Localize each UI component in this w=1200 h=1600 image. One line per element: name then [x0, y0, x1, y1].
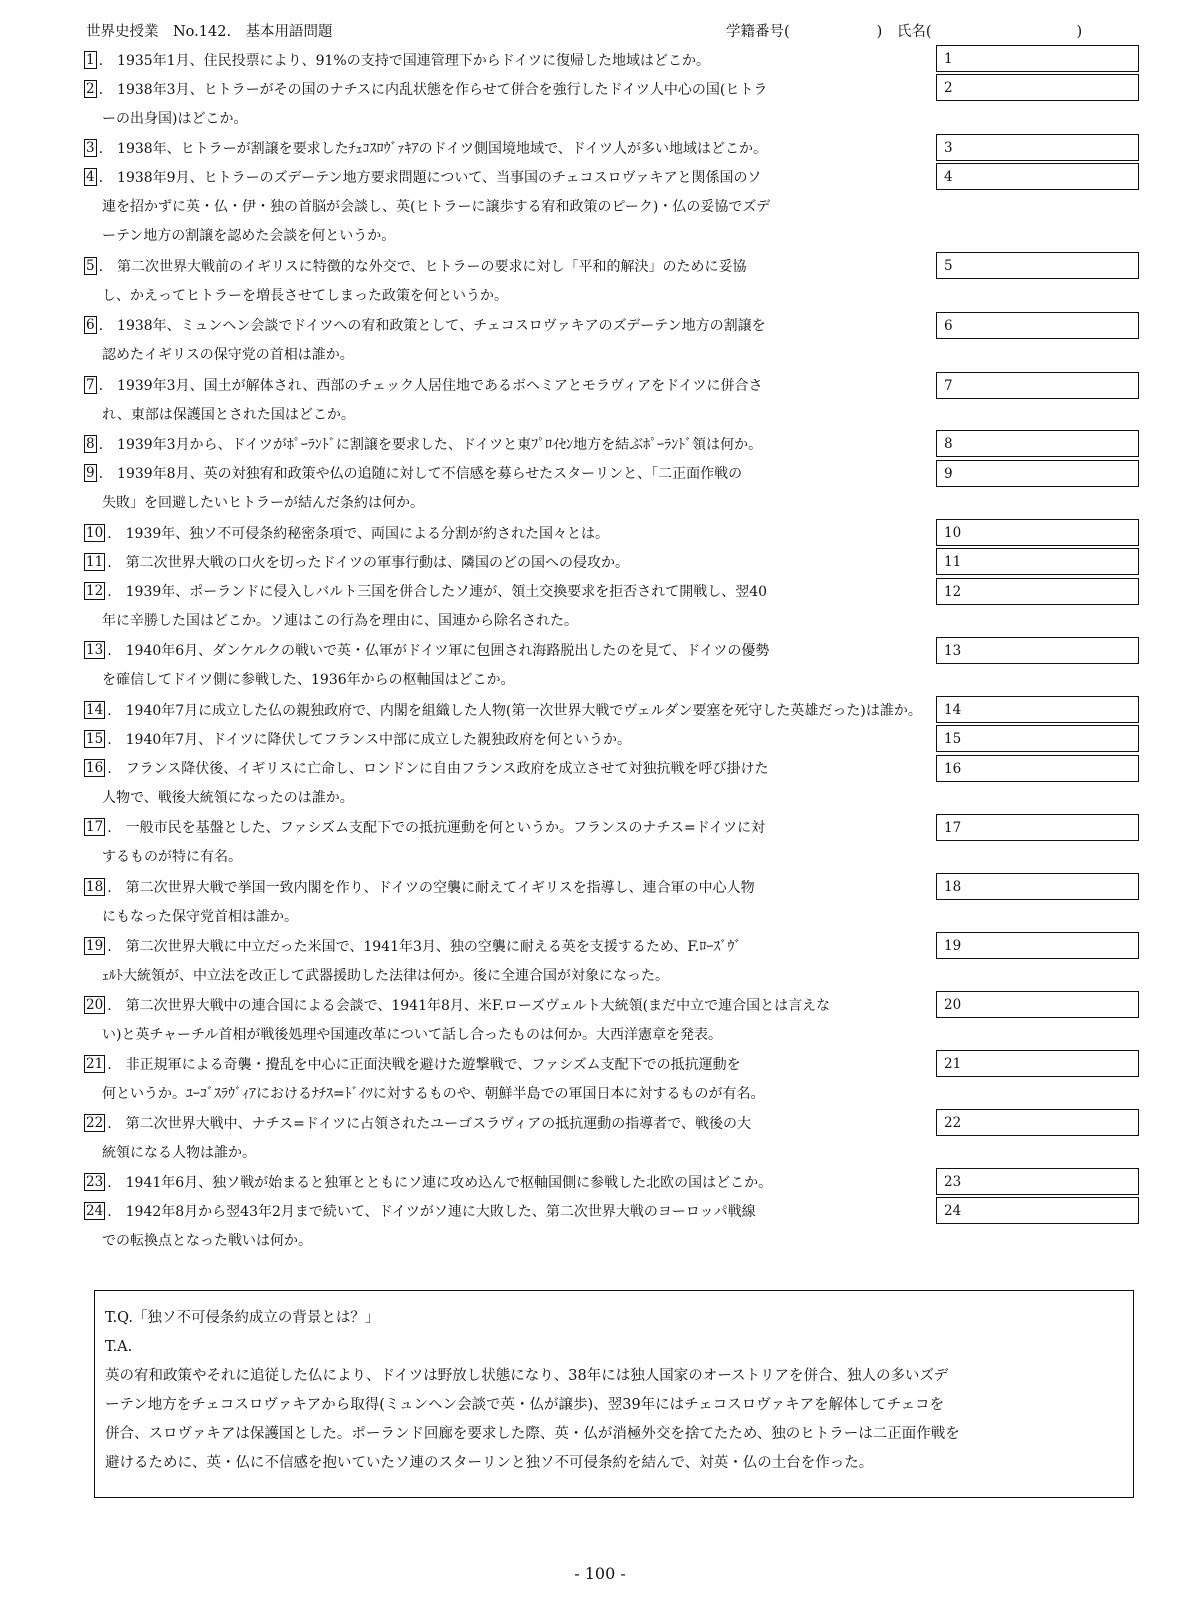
- question-text-line: 8 . 1939年3月から、ドイツがﾎﾟｰﾗﾝﾄﾞに割譲を要求した、ドイツと東ﾌﾟﾛｲｾﾝ地方を結ぶﾎﾟｰﾗﾝﾄﾞ領は何か。: [86, 436, 763, 453]
- question-text: 1939年3月から、ドイツがﾎﾟｰﾗﾝﾄﾞに割譲を要求した、ドイツと東ﾌﾟﾛｲｾﾝ地方を結ぶﾎﾟｰﾗﾝﾄﾞ領は何か。: [117, 437, 763, 453]
- answer-field[interactable]: 3: [936, 134, 1139, 161]
- question-text: 何というか。ﾕｰｺﾞｽﾗｳﾞｨｱにおけるﾅﾁｽ=ﾄﾞｲﾂに対するものや、朝鮮半島での軍国日本に対するものが有名。: [102, 1086, 765, 1103]
- question-number: 19: [86, 938, 104, 954]
- question-item: [84, 578, 934, 636]
- question-text-line: 17 . 一般市民を基盤とした、ファシズム支配下での抵抗運動を何というか。フランスのナチス=ドイツに対: [86, 819, 765, 836]
- answer-field[interactable]: 20: [936, 991, 1139, 1018]
- ta-label: T.A.: [105, 1339, 133, 1355]
- question-number: 11: [86, 554, 104, 570]
- tq-ta-box: [94, 1290, 1134, 1498]
- question-text: 第二次世界大戦中、ナチス=ドイツに占領されたユーゴスラヴィアの抵抗運動の指導者で、戦後の大: [125, 1116, 751, 1132]
- question-text-line: [84, 843, 934, 872]
- question-text-line: 1 . 1935年1月、住民投票により、91%の支持で国連管理下からドイツに復帰した地域はどこか。: [86, 52, 710, 69]
- question-number: 3: [86, 140, 95, 156]
- ta-line: 英の宥和政策やそれに追従した仏により、ドイツは野放し状態になり、38年には独人国家のオーストリアを併合、独人の多いズデ: [105, 1368, 949, 1384]
- answer-field[interactable]: 12: [936, 578, 1139, 605]
- question-number: 8: [86, 436, 95, 452]
- question-text: 第二次世界大戦前のイギリスに特徴的な外交で、ヒトラーの要求に対し「平和的解決」のために妥協: [117, 259, 747, 275]
- question-text: にもなった保守党首相は誰か。: [102, 909, 298, 926]
- question-text-line: [84, 401, 934, 430]
- question-text-line: 22 . 第二次世界大戦中、ナチス=ドイツに占領されたユーゴスラヴィアの抵抗運動の指導者で、戦後の大: [86, 1115, 751, 1132]
- answer-field[interactable]: 16: [936, 755, 1139, 782]
- question-item: [84, 874, 934, 932]
- ta-line: 避けるために、英・仏に不信感を抱いていたソ連のスターリンと独ソ不可侵条約を結んで、対英・仏の土台を作った。: [105, 1455, 874, 1471]
- question-item: [84, 76, 934, 134]
- question-text-line: [84, 1021, 934, 1050]
- answer-field[interactable]: 11: [936, 548, 1139, 575]
- question-number: 13: [86, 642, 104, 658]
- question-text-line: [84, 105, 934, 134]
- question-text-line: 18 . 第二次世界大戦で挙国一致内閣を作り、ドイツの空襲に耐えてイギリスを指導し、連合軍の中心人物: [86, 879, 755, 896]
- question-text-line: [84, 607, 934, 636]
- answer-field[interactable]: 6: [936, 312, 1139, 339]
- question-text: 1940年6月、ダンケルクの戦いで英・仏軍がドイツ軍に包囲され海路脱出したのを見て、ドイツの優勢: [125, 643, 770, 659]
- worksheet-title: 世界史授業 No.142. 基本用語問題: [86, 24, 333, 40]
- question-text: 1935年1月、住民投票により、91%の支持で国連管理下からドイツに復帰した地域はどこか。: [117, 53, 710, 69]
- question-text-line: 13 . 1940年6月、ダンケルクの戦いで英・仏軍がドイツ軍に包囲され海路脱出したのを見て、ドイツの優勢: [86, 642, 770, 659]
- question-text-line: [84, 903, 934, 932]
- question-text-line: 21 . 非正規軍による奇襲・攪乱を中心に正面決戦を避けた遊撃戦で、ファシズム支配下での抵抗運動を: [86, 1056, 741, 1073]
- question-text-line: [84, 1080, 934, 1109]
- question-text-line: 7 . 1939年3月、国土が解体され、西部のチェック人居住地であるボヘミアとモラヴィアをドイツに併合さ: [86, 377, 763, 394]
- question-text: を確信してドイツ側に参戦した、1936年からの枢軸国はどこか。: [102, 672, 515, 689]
- question-text: 非正規軍による奇襲・攪乱を中心に正面決戦を避けた遊撃戦で、ファシズム支配下での抵抗運動を: [125, 1057, 741, 1073]
- question-number: 21: [86, 1056, 104, 1072]
- question-text-line: [84, 1139, 934, 1168]
- question-item: [84, 549, 934, 578]
- question-text: 1942年8月から翌43年2月まで続いて、ドイツがソ連に大敗した、第二次世界大戦のヨーロッパ戦線: [125, 1204, 756, 1220]
- question-text: 年に辛勝した国はどこか。ソ連はこの行為を理由に、国連から除名された。: [102, 613, 578, 630]
- question-text: 1939年、ポーランドに侵入しバルト三国を併合したソ連が、領土交換要求を拒否されて開戦し、翌40: [125, 584, 768, 600]
- question-text-line: [84, 666, 934, 695]
- answer-field[interactable]: 4: [936, 163, 1139, 190]
- question-item: [84, 460, 934, 518]
- question-item: [84, 755, 934, 813]
- question-text-line: 24 . 1942年8月から翌43年2月まで続いて、ドイツがソ連に大敗した、第二次世界大戦のヨーロッパ戦線: [86, 1203, 756, 1220]
- question-text: での転換点となった戦いは何か。: [102, 1233, 312, 1250]
- question-text: 第二次世界大戦に中立だった米国で、1941年3月、独の空襲に耐える英を支援するため、F.ﾛｰｽﾞｳﾞ: [125, 939, 742, 955]
- question-text: い)と英チャーチル首相が戦後処理や国連改革について話し合ったものは何か。大西洋憲章を発表。: [102, 1027, 723, 1044]
- question-item: [84, 164, 934, 252]
- question-text-line: [84, 489, 934, 518]
- tq-question: T.Q.「独ソ不可侵条約成立の背景とは？」: [105, 1310, 380, 1326]
- question-number: 24: [86, 1203, 104, 1219]
- question-text-line: [84, 282, 934, 311]
- student-id-name-line: 学籍番号( ) 氏名( ): [726, 24, 1083, 40]
- ta-line: ーテン地方をチェコスロヴァキアから取得(ミュンヘン会談で英・仏が譲歩)、翌39年にはチェコスロヴァキアを解体してチェコを: [105, 1397, 945, 1413]
- question-item: [84, 814, 934, 872]
- question-text: 1938年、ヒトラーが割譲を要求したﾁｪｺｽﾛｳﾞｧｷｱのドイツ側国境地域で、ドイツ人が多い地域はどこか。: [117, 141, 767, 157]
- question-number: 2: [86, 81, 95, 97]
- question-text-line: [84, 341, 934, 370]
- question-number: 22: [86, 1115, 104, 1131]
- question-text-line: [84, 962, 934, 991]
- question-number: 10: [86, 525, 104, 541]
- question-item: [84, 726, 934, 755]
- question-text: 失敗」を回避したいヒトラーが結んだ条約は何か。: [102, 495, 424, 512]
- question-item: [84, 1051, 934, 1109]
- question-item: [84, 431, 934, 460]
- question-number: 6: [86, 317, 95, 333]
- question-item: [84, 1169, 934, 1198]
- question-text: 連を招かずに英・仏・伊・独の首脳が会談し、英(ヒトラーに譲歩する宥和政策のピーク)・仏の妥協でズデ: [102, 199, 771, 216]
- question-text: 第二次世界大戦中の連合国による会談で、1941年8月、米F.ローズヴェルト大統領(まだ中立で連合国とは言えな: [125, 998, 831, 1014]
- question-text-line: 20 . 第二次世界大戦中の連合国による会談で、1941年8月、米F.ローズヴェルト大統領(まだ中立で連合国とは言えな: [86, 997, 831, 1014]
- question-text-line: 11 . 第二次世界大戦の口火を切ったドイツの軍事行動は、隣国のどの国への侵攻か。: [86, 554, 629, 571]
- worksheet-header: [86, 18, 1146, 42]
- page-number: - 100 -: [574, 1564, 626, 1583]
- question-text: 1940年7月、ドイツに降伏してフランス中部に成立した親独政府を何というか。: [125, 732, 632, 748]
- question-item: [84, 312, 934, 370]
- answer-field[interactable]: 10: [936, 519, 1139, 546]
- question-text-line: 15 . 1940年7月、ドイツに降伏してフランス中部に成立した親独政府を何というか。: [86, 731, 632, 748]
- answer-field[interactable]: 5: [936, 252, 1139, 279]
- question-text: フランス降伏後、イギリスに亡命し、ロンドンに自由フランス政府を成立させて対独抗戦を呼び掛けた: [125, 761, 769, 777]
- question-text: れ、東部は保護国とされた国はどこか。: [102, 407, 355, 424]
- question-text: 一般市民を基盤とした、ファシズム支配下での抵抗運動を何というか。フランスのナチス=ドイツに対: [125, 820, 765, 836]
- question-text-line: 2 . 1938年3月、ヒトラーがその国のナチスに内乱状態を作らせて併合を強行したドイツ人中心の国(ヒトラ: [86, 81, 768, 98]
- question-text-line: [84, 1227, 934, 1256]
- answer-field[interactable]: 9: [936, 460, 1139, 487]
- answer-field[interactable]: 18: [936, 873, 1139, 900]
- question-text-line: [84, 222, 934, 251]
- question-number: 15: [86, 731, 104, 747]
- question-text: 1939年3月、国土が解体され、西部のチェック人居住地であるボヘミアとモラヴィアをドイツに併合さ: [117, 378, 763, 394]
- answer-field[interactable]: 13: [936, 637, 1139, 664]
- question-text: ーテン地方の割譲を認めた会談を何というか。: [102, 228, 396, 245]
- question-text-line: 3 . 1938年、ヒトラーが割譲を要求したﾁｪｺｽﾛｳﾞｧｷｱのドイツ側国境地域で、ドイツ人が多い地域はどこか。: [86, 140, 767, 157]
- question-text-line: 9 . 1939年8月、英の対独宥和政策や仏の追随に対して不信感を募らせたスターリンと、「二正面作戦の: [86, 465, 743, 482]
- answer-field[interactable]: 7: [936, 372, 1139, 399]
- question-text: ーの出身国)はどこか。: [102, 111, 248, 128]
- ta-line: 併合、スロヴァキアは保護国とした。ポーランド回廊を要求した際、英・仏が消極外交を捨てたため、独のヒトラーは二正面作戦を: [105, 1426, 960, 1442]
- answer-field[interactable]: 19: [936, 932, 1139, 959]
- question-text: 1938年9月、ヒトラーのズデーテン地方要求問題について、当事国のチェコスロヴァキアと関係国のソ: [117, 170, 762, 186]
- question-text: 1939年8月、英の対独宥和政策や仏の追随に対して不信感を募らせたスターリンと、「二正面作戦の: [117, 466, 743, 482]
- question-text: 第二次世界大戦の口火を切ったドイツの軍事行動は、隣国のどの国への侵攻か。: [125, 555, 629, 571]
- answer-field[interactable]: 8: [936, 430, 1139, 457]
- answer-field[interactable]: 17: [936, 814, 1139, 841]
- question-text: ｪﾙﾄ大統領が、中立法を改正して武器援助した法律は何か。後に全連合国が対象になった。: [102, 968, 669, 985]
- question-item: [84, 697, 934, 726]
- question-text-line: 6 . 1938年、ミュンヘン会談でドイツへの宥和政策として、チェコスロヴァキアのズデーテン地方の割譲を: [86, 317, 766, 334]
- question-item: [84, 933, 934, 991]
- question-text-line: 23 . 1941年6月、独ソ戦が始まると独軍とともにソ連に攻め込んで枢軸国側に参戦した北欧の国はどこか。: [86, 1174, 773, 1191]
- question-text-line: 19 . 第二次世界大戦に中立だった米国で、1941年3月、独の空襲に耐える英を支援するため、F.ﾛｰｽﾞｳﾞ: [86, 938, 742, 955]
- question-item: [84, 1198, 934, 1256]
- question-item: [84, 1110, 934, 1168]
- question-text: し、かえってヒトラーを増長させてしまった政策を何というか。: [102, 288, 508, 305]
- question-text-line: 12 . 1939年、ポーランドに侵入しバルト三国を併合したソ連が、領土交換要求を拒否されて開戦し、翌40: [86, 583, 768, 600]
- question-number: 23: [86, 1174, 104, 1190]
- question-text-line: 14 . 1940年7月に成立した仏の親独政府で、内閣を組織した人物(第一次世界大戦でヴェルダン要塞を死守した英雄だった)は誰か。: [86, 702, 922, 719]
- answer-field[interactable]: 14: [936, 696, 1139, 723]
- question-text-line: [84, 193, 934, 222]
- question-number: 9: [86, 465, 95, 481]
- question-number: 20: [86, 997, 104, 1013]
- question-number: 5: [86, 258, 95, 274]
- question-text: 統領になる人物は誰か。: [102, 1145, 256, 1162]
- question-number: 14: [86, 702, 104, 718]
- question-number: 7: [86, 377, 95, 393]
- question-text-line: 5 . 第二次世界大戦前のイギリスに特徴的な外交で、ヒトラーの要求に対し「平和的解決」のために妥協: [86, 258, 747, 275]
- question-number: 1: [86, 52, 95, 68]
- question-number: 18: [86, 879, 104, 895]
- question-item: [84, 253, 934, 311]
- question-text-line: [84, 784, 934, 813]
- question-text: 人物で、戦後大統領になったのは誰か。: [102, 790, 354, 807]
- question-item: [84, 992, 934, 1050]
- question-item: [84, 637, 934, 695]
- question-item: [84, 135, 934, 164]
- question-item: [84, 47, 934, 76]
- question-number: 16: [86, 760, 104, 776]
- question-number: 4: [86, 169, 95, 185]
- question-text: 第二次世界大戦で挙国一致内閣を作り、ドイツの空襲に耐えてイギリスを指導し、連合軍の中心人物: [125, 880, 755, 896]
- question-text: するものが特に有名。: [102, 849, 242, 866]
- question-text-line: 4 . 1938年9月、ヒトラーのズデーテン地方要求問題について、当事国のチェコスロヴァキアと関係国のソ: [86, 169, 762, 186]
- question-number: 17: [86, 819, 104, 835]
- question-text: 1939年、独ソ不可侵条約秘密条項で、両国による分割が約された国々とは。: [125, 526, 609, 542]
- question-text: 1938年、ミュンヘン会談でドイツへの宥和政策として、チェコスロヴァキアのズデーテン地方の割譲を: [117, 318, 766, 334]
- answer-field[interactable]: 2: [936, 74, 1139, 101]
- answer-field[interactable]: 22: [936, 1109, 1139, 1136]
- answer-field[interactable]: 1: [936, 45, 1139, 72]
- answer-field[interactable]: 21: [936, 1050, 1139, 1077]
- question-text: 1941年6月、独ソ戦が始まると独軍とともにソ連に攻め込んで枢軸国側に参戦した北欧の国はどこか。: [125, 1175, 773, 1191]
- question-text: 1940年7月に成立した仏の親独政府で、内閣を組織した人物(第一次世界大戦でヴェルダン要塞を死守した英雄だった)は誰か。: [125, 703, 922, 719]
- question-text-line: 16 . フランス降伏後、イギリスに亡命し、ロンドンに自由フランス政府を成立させて対独抗戦を呼び掛けた: [86, 760, 769, 777]
- question-text: 1938年3月、ヒトラーがその国のナチスに内乱状態を作らせて併合を強行したドイツ人中心の国(ヒトラ: [117, 82, 768, 98]
- question-text: 認めたイギリスの保守党の首相は誰か。: [102, 347, 354, 364]
- answer-field[interactable]: 24: [936, 1197, 1139, 1224]
- answer-field[interactable]: 23: [936, 1168, 1139, 1195]
- question-text-line: 10 . 1939年、独ソ不可侵条約秘密条項で、両国による分割が約された国々とは。: [86, 525, 609, 542]
- question-item: [84, 520, 934, 549]
- answer-field[interactable]: 15: [936, 725, 1139, 752]
- question-item: [84, 372, 934, 430]
- question-number: 12: [86, 583, 104, 599]
